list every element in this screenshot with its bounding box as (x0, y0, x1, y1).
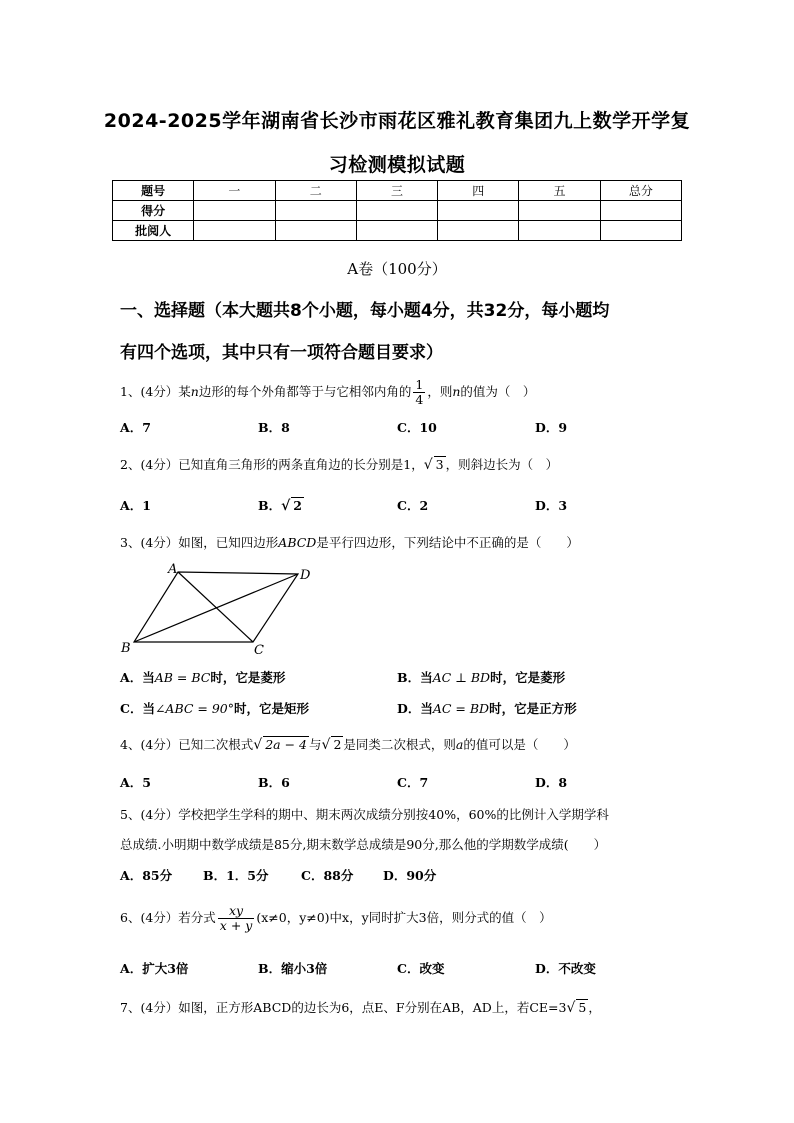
q6-option-a[interactable]: A．扩大3倍 (120, 961, 189, 976)
q2-option-b[interactable] (258, 496, 304, 514)
q1-option-c[interactable]: C．10 (397, 420, 437, 435)
q1-option-b[interactable]: B．8 (258, 420, 290, 435)
frac-num: xy (218, 904, 255, 919)
q6-option-c[interactable]: C．改变 (397, 961, 445, 976)
q3-opt-text: D．当 (397, 701, 433, 716)
q1-text: 的值为（ ） (460, 383, 536, 399)
q6-fraction (218, 904, 255, 933)
sqrt-icon: √ (321, 737, 331, 753)
vertex-c-label: C (254, 643, 264, 658)
q3-opt-text: 时，它是正方形 (489, 701, 577, 716)
q4-option-c[interactable]: C．7 (397, 775, 429, 790)
sqrt-icon: √ (566, 1000, 576, 1016)
question-7 (120, 998, 601, 1016)
q3-opt-text: B．当 (397, 670, 433, 685)
q5-option-a[interactable]: A．85分 (120, 868, 173, 883)
q2-option-b-radicand: 2 (293, 498, 302, 513)
q6-option-b[interactable]: B．缩小3倍 (258, 961, 328, 976)
q1-text: ，则 (427, 383, 453, 399)
score-input-cell[interactable] (275, 221, 356, 241)
score-cell: 二 (275, 181, 356, 201)
score-cell: 一 (194, 181, 275, 201)
q4-var: a (455, 737, 464, 752)
section-heading-line2: 有四个选项，其中只有一项符合题目要求） (120, 343, 443, 363)
q4-radicand-1: 2a − 4 (265, 737, 307, 752)
parallelogram-figure (118, 560, 328, 660)
q1-text: 边形的每个外角都等于与它相邻内角的 (198, 383, 412, 399)
q2-option-c[interactable]: C．2 (397, 498, 429, 513)
q2-option-a[interactable]: A．1 (120, 498, 151, 513)
q2-option-b-label: B． (258, 498, 282, 513)
score-input-cell[interactable] (519, 221, 600, 241)
score-row-label: 得分 (113, 201, 194, 221)
q2-option-d[interactable]: D．3 (535, 498, 568, 513)
q4-text: 4、(4分）已知二次根式 (120, 737, 254, 752)
score-input-cell[interactable] (194, 201, 275, 221)
q1-var: n (190, 383, 199, 399)
score-cell: 总分 (600, 181, 681, 201)
q3-opt-math: AC ⊥ BD (432, 670, 491, 685)
sqrt-icon: √ (281, 498, 291, 514)
q1-fraction (413, 378, 425, 407)
score-table-header-row (113, 181, 682, 201)
diagonal-ac (178, 572, 253, 642)
question-4 (120, 735, 576, 753)
score-input-cell[interactable] (600, 201, 681, 221)
q6-text: (x≠0，y≠0)中x，y同时扩大3倍，则分式的值（ ） (256, 909, 552, 925)
q3-option-a[interactable] (120, 668, 285, 686)
q3-opt-text: 时，它是矩形 (234, 701, 310, 716)
q4-text: 的值可以是（ ） (463, 737, 576, 752)
q2-text: ，则斜边长为（ ） (445, 457, 559, 472)
q4-text: 与 (309, 737, 322, 752)
score-cell: 题号 (113, 181, 194, 201)
q3-option-b[interactable] (397, 668, 565, 686)
q3-option-d[interactable] (397, 699, 577, 717)
sqrt-icon: √ (423, 457, 433, 473)
q1-option-d[interactable]: D．9 (535, 420, 568, 435)
q4-option-b[interactable]: B．6 (258, 775, 290, 790)
q3-opt-text: C．当 (120, 701, 155, 716)
score-cell: 三 (356, 181, 437, 201)
score-table (112, 180, 682, 241)
question-6 (120, 904, 552, 933)
q5-option-b[interactable]: B．1．5分 (203, 868, 269, 883)
question-3 (120, 533, 579, 551)
q1-option-a[interactable]: A．7 (120, 420, 151, 435)
question-2 (120, 455, 558, 473)
question-5-line1: 5、(4分）学校把学生学科的期中、期末两次成绩分别按40%，60%的比例计入学期学科 (120, 807, 609, 822)
q5-option-d[interactable]: D．90分 (383, 868, 437, 883)
q3-opt-math: AC = BD (432, 701, 490, 716)
q1-text: 1、(4分）某 (120, 383, 191, 399)
score-table-row (113, 201, 682, 221)
q7-text: ， (588, 1000, 601, 1015)
score-cell: 四 (438, 181, 519, 201)
vertex-d-label: D (300, 568, 311, 583)
question-1 (120, 378, 535, 407)
q1-var: n (452, 383, 461, 399)
vertex-a-label: A (168, 562, 178, 577)
frac-den: 4 (415, 391, 424, 407)
q3-opt-math: AB = BC (154, 670, 211, 685)
vertex-b-label: B (121, 641, 131, 656)
question-5-line2: 总成绩.小明期中数学成绩是85分,期末数学总成绩是90分,那么他的学期数学成绩( ） (120, 837, 607, 852)
q3-opt-text: A．当 (120, 670, 155, 685)
score-cell: 五 (519, 181, 600, 201)
q4-option-a[interactable]: A．5 (120, 775, 151, 790)
score-table-row (113, 221, 682, 241)
q3-text: 是平行四边形，下列结论中不正确的是（ ） (316, 535, 579, 550)
q3-opt-text: 时，它是菱形 (490, 670, 566, 685)
exam-title-line2: 习检测模拟试题 (328, 154, 466, 176)
diagonal-bd (134, 574, 298, 642)
exam-title-line1: 2024-2025学年湖南省长沙市雨花区雅礼教育集团九上数学开学复 (103, 110, 691, 132)
score-input-cell[interactable] (438, 221, 519, 241)
q3-option-c[interactable] (120, 699, 309, 717)
section-heading-line1: 一、选择题（本大题共8个小题，每小题4分，共32分，每小题均 (120, 301, 610, 321)
score-input-cell[interactable] (438, 201, 519, 221)
q4-radicand-2: 2 (333, 737, 342, 752)
q4-option-d[interactable]: D．8 (535, 775, 568, 790)
q6-option-d[interactable]: D．不改变 (535, 961, 596, 976)
score-input-cell[interactable] (600, 221, 681, 241)
sqrt-icon: √ (253, 737, 263, 753)
q7-text: 7、(4分）如图，正方形ABCD的边长为6，点E、F分别在AB，AD上，若CE=3 (120, 1000, 567, 1015)
frac-num: 1 (415, 377, 424, 392)
score-input-cell[interactable] (356, 201, 437, 221)
q6-text: 6、(4分）若分式 (120, 909, 216, 925)
q4-text: 是同类二次根式，则 (343, 737, 456, 752)
q2-radicand: 3 (435, 457, 444, 472)
score-input-cell[interactable] (519, 201, 600, 221)
paper-label: A卷（100分） (347, 260, 447, 278)
score-input-cell[interactable] (194, 221, 275, 241)
q3-var: ABCD (278, 535, 317, 550)
frac-den: x + y (219, 917, 253, 933)
score-input-cell[interactable] (356, 221, 437, 241)
q3-text: 3、(4分）如图，已知四边形 (120, 535, 279, 550)
score-row-label: 批阅人 (113, 221, 194, 241)
q3-opt-text: 时，它是菱形 (210, 670, 286, 685)
q2-text: 2、(4分）已知直角三角形的两条直角边的长分别是1， (120, 457, 424, 472)
q5-option-c[interactable]: C．88分 (301, 868, 354, 883)
score-input-cell[interactable] (275, 201, 356, 221)
q7-radicand: 5 (578, 1000, 587, 1015)
q3-opt-math: ∠ABC = 90° (154, 701, 235, 716)
